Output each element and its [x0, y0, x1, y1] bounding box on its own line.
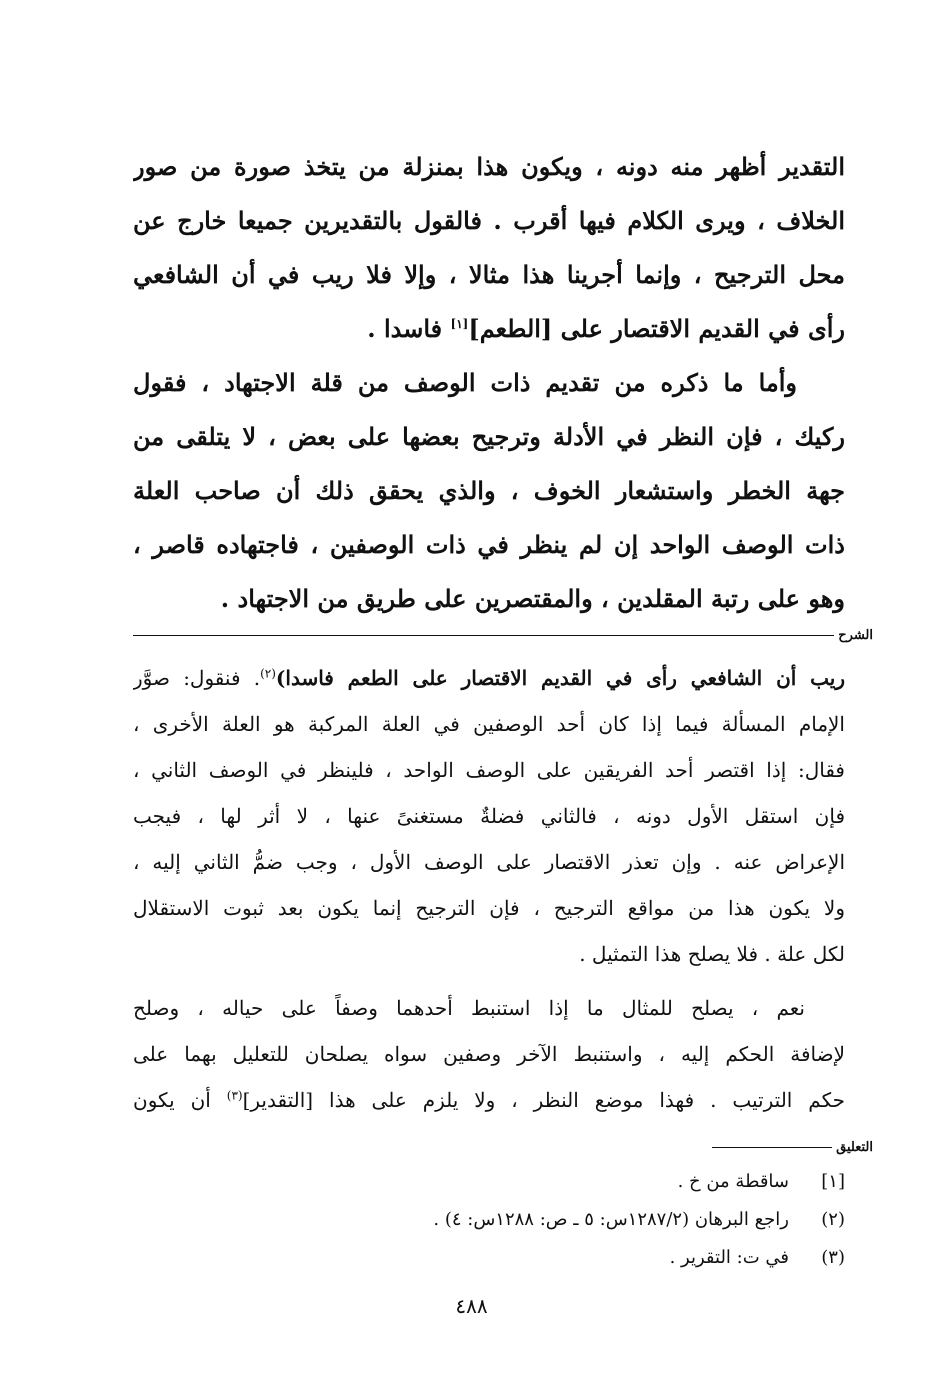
commentary-line-10: [133, 1077, 845, 1123]
footnote-2-number: (٢): [821, 1209, 845, 1230]
footnote-marker-3: (٣): [226, 1088, 243, 1103]
footnote-2: [133, 1201, 845, 1239]
footnote-3-text: في ت: التقرير .: [669, 1247, 789, 1268]
commentary-line-1: [133, 655, 845, 701]
commentary-line-2: الإمام المسألة فيما إذا كان أحد الوصفين في العلة المركبة هو العلة الأخرى ،: [133, 712, 845, 736]
main-line-8: ذات الوصف الواحد إن لم ينظر في ذات الوصفين ، فاجتهاده قاصر ،: [133, 530, 845, 559]
sharh-divider: [133, 628, 873, 643]
commentary-line-8: نعم ، يصلح للمثال ما إذا استنبط أحدهما وصفاً على حياله ، وصلح: [133, 996, 805, 1020]
main-line-1: التقدير أظهر منه دونه ، ويكون هذا بمنزلة من يتخذ صورة من صور: [133, 152, 845, 181]
commentary-quote: ريب أن الشافعي رأى في القديم الاقتصار على الطعم فاسدا): [275, 666, 845, 690]
commentary-line-5: الإعراض عنه . وإن تعذر الاقتصار على الوصف الأول ، وجب ضمُّ الثاني إليه ،: [133, 850, 845, 874]
main-line-4: [133, 302, 845, 356]
commentary-line-10-tail: أن يكون: [133, 1088, 227, 1112]
footnote-1-number: [١]: [821, 1171, 845, 1192]
commentary-line-3: فقال: إذا اقتصر أحد الفريقين على الوصف الواحد ، فلينظر في الوصف الثاني ،: [133, 758, 845, 782]
footnote-1-text: ساقطة من خ .: [677, 1171, 789, 1192]
page-number: ٤٨٨: [455, 1294, 488, 1318]
commentary-line-7: لكل علة . فلا يصلح هذا التمثيل .: [579, 942, 845, 966]
sharh-label: الشرح: [838, 628, 873, 643]
footnote-marker-2: (٢): [260, 666, 276, 681]
taliq-divider: [133, 1140, 873, 1155]
main-line-3: محل الترجيح ، وإنما أجرينا هذا مثالا ، وإلا فلا ريب في أن الشافعي: [133, 260, 845, 289]
main-text: [133, 140, 845, 626]
footnote-1: [133, 1163, 845, 1201]
main-line-7: جهة الخطر واستشعار الخوف ، والذي يحقق ذلك أن صاحب العلة: [133, 476, 845, 505]
main-line-9: وهو على رتبة المقلدين ، والمقتصرين على طريق من الاجتهاد .: [220, 584, 845, 613]
commentary-line-6: ولا يكون هذا من مواقع الترجيح ، فإن الترجيح إنما يكون بعد ثبوت الاستقلال: [133, 896, 845, 920]
main-line-6: ركيك ، فإن النظر في الأدلة وترجيح بعضها على بعض ، لا يتلقى من: [133, 422, 845, 451]
commentary-line-4: فإن استقل الأول دونه ، فالثاني فضلةٌ مستغنىً عنها ، لا أثر لها ، فيجب: [133, 804, 845, 828]
main-line-4-head: رأى في القديم الاقتصار على [الطعم]: [468, 314, 845, 343]
taliq-rule: [712, 1147, 832, 1148]
commentary-line-9: لإضافة الحكم إليه ، واستنبط الآخر وصفين سواه يصلحان للتعليل بهما على: [133, 1042, 845, 1066]
footnote-3: [133, 1239, 845, 1277]
commentary-line-10-head: حكم الترتيب . فهذا موضع النظر ، ولا يلزم على هذا [التقدير]: [242, 1088, 845, 1112]
footnote-3-number: (٣): [821, 1247, 845, 1268]
taliq-label: التعليق: [836, 1140, 873, 1155]
main-line-5: وأما ما ذكره من تقديم ذات الوصف من قلة الاجتهاد ، فقول: [133, 368, 797, 397]
footnote-2-text: راجع البرهان (١٢٨٧/٢س: ٥ ـ ص: ١٢٨٨س: ٤) .: [433, 1209, 789, 1230]
main-line-2: الخلاف ، ويرى الكلام فيها أقرب . فالقول بالتقديرين جميعا خارج عن: [133, 206, 845, 235]
footnote-marker-1: [١]: [450, 317, 469, 331]
footnotes: [133, 1163, 845, 1277]
sharh-rule: [133, 635, 834, 636]
commentary-line-1-tail: . فنقول: صوَّر: [133, 666, 261, 690]
commentary: [133, 655, 845, 1123]
main-line-4-tail: فاسدا .: [367, 314, 451, 343]
